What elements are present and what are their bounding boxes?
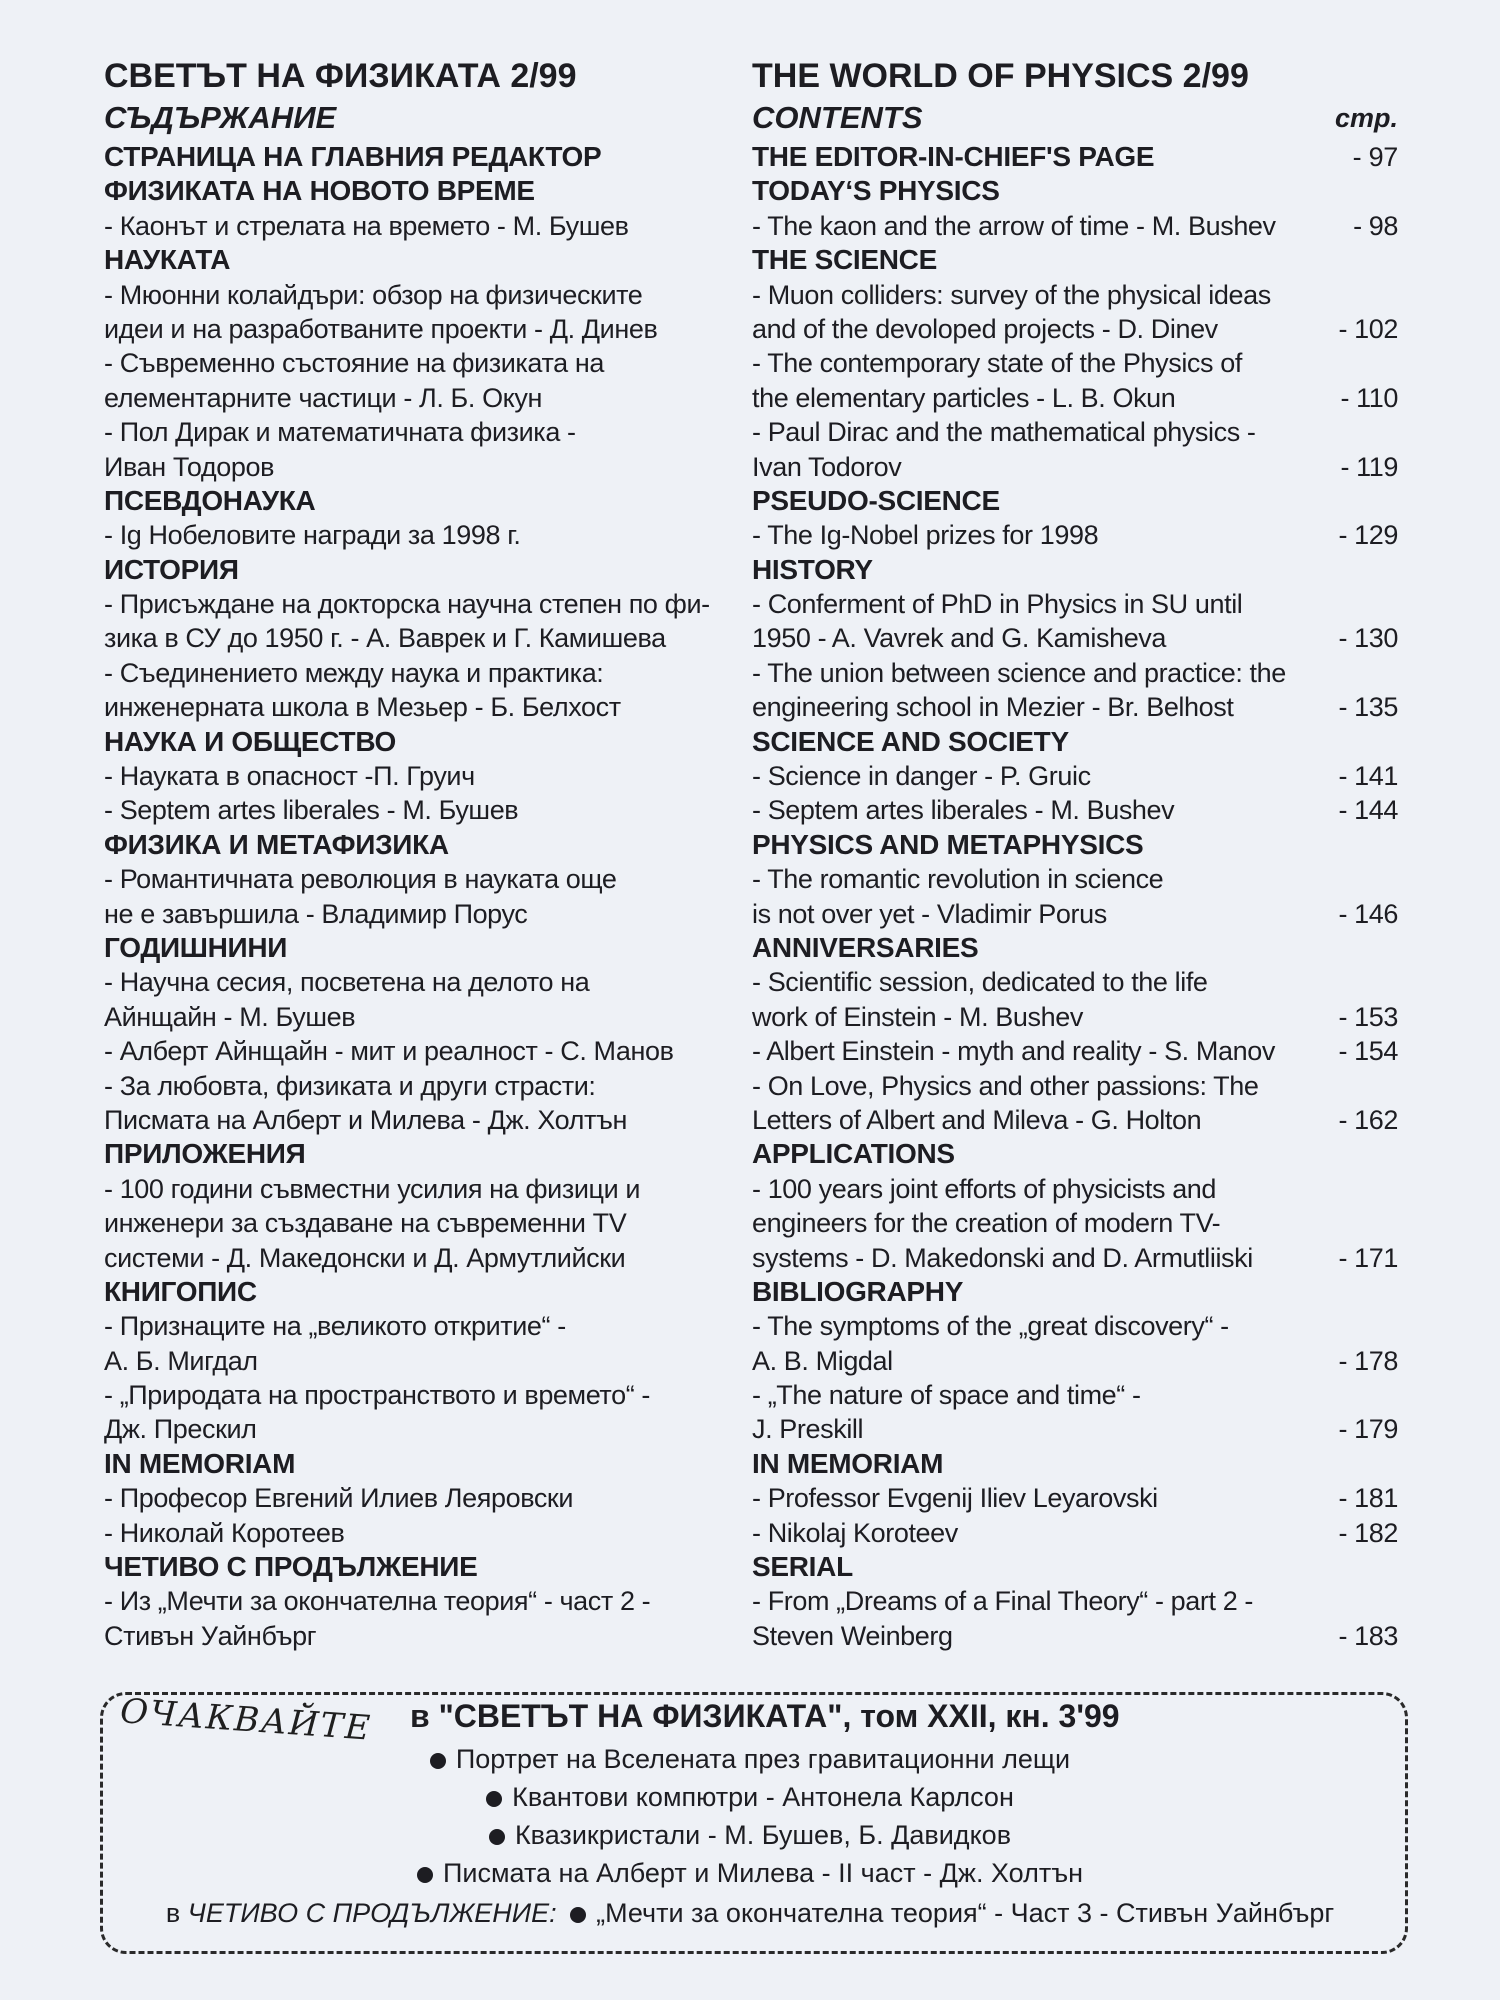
entry-text: А. Б. Мигдал	[104, 1345, 258, 1376]
bulgarian-contents-heading: СЪДЪРЖАНИЕ	[104, 100, 337, 135]
entry-text: - On Love, Physics and other passions: The	[752, 1070, 1259, 1101]
section-heading	[752, 174, 1402, 208]
contents-entry-line	[752, 518, 1402, 552]
entry-text: инженери за създаване на съвременни TV	[104, 1208, 627, 1239]
contents-entry-line	[104, 209, 724, 243]
entry-text: - 100 години съвместни усилия на физици и	[104, 1173, 641, 1204]
entry-text: - „Природата на пространството и времето“ -	[104, 1380, 650, 1411]
entry-text: - Из „Мечти за окончателна теория“ - част 2 -	[104, 1586, 651, 1617]
contents-entry-line	[104, 450, 724, 484]
contents-entry-line	[752, 1172, 1402, 1206]
contents-entry-line	[104, 1481, 724, 1515]
contents-entry-line	[104, 621, 724, 655]
section-heading	[752, 484, 1402, 518]
entry-text: IN MEMORIAM	[752, 1447, 944, 1479]
contents-entry-line	[104, 312, 724, 346]
entry-text: IN MEMORIAM	[104, 1447, 296, 1479]
entry-text: engineers for the creation of modern TV-	[752, 1208, 1221, 1239]
entry-text: - Пол Дирак и математичната физика -	[104, 417, 576, 448]
entry-text: A. B. Migdal	[752, 1345, 893, 1376]
page-number: - 154	[1338, 1036, 1398, 1067]
entry-text: - Septem artes liberales - M. Bushev	[752, 795, 1175, 826]
entry-text: не е завършила - Владимир Порус	[104, 898, 528, 929]
entry-text: ЧЕТИВО С ПРОДЪЛЖЕНИЕ	[104, 1551, 478, 1583]
contents-entry-line	[104, 1344, 724, 1378]
entry-text: ПСЕВДОНАУКА	[104, 484, 316, 516]
section-heading	[104, 828, 724, 862]
entry-text: work of Einstein - M. Bushev	[752, 1001, 1083, 1032]
page-number: - 182	[1338, 1517, 1398, 1548]
contents-entry-line	[104, 1241, 724, 1275]
contents-entry-line	[752, 1034, 1402, 1068]
section-heading	[104, 1550, 724, 1584]
entry-text: инженерната школа в Мезьер - Б. Белхост	[104, 692, 621, 723]
entry-text: Дж. Прескил	[104, 1414, 257, 1445]
entry-text: Писмата на Алберт и Милева - Дж. Холтън	[104, 1104, 627, 1135]
entry-text: - From „Dreams of a Final Theory“ - part 2 -	[752, 1586, 1254, 1617]
contents-entry-line	[104, 1619, 724, 1653]
section-heading	[104, 484, 724, 518]
english-contents-column	[752, 48, 1402, 1653]
entry-text: - The symptoms of the „great discovery“ -	[752, 1311, 1229, 1342]
page-number: - 135	[1338, 692, 1398, 723]
entry-text: ANNIVERSARIES	[752, 931, 979, 963]
contents-entry-line	[752, 690, 1402, 724]
announcement-item: Квазикристали - М. Бушев, Б. Давидков	[0, 1820, 1500, 1851]
section-heading	[752, 931, 1402, 965]
entry-text: is not over yet - Vladimir Porus	[752, 898, 1107, 929]
page-number: - 97	[1352, 142, 1398, 172]
entry-text: СТРАНИЦА НА ГЛАВНИЯ РЕДАКТОР	[104, 141, 602, 172]
entry-text: PSEUDO-SCIENCE	[752, 484, 1000, 516]
entry-text: and of the devoloped projects - D. Dinev	[752, 313, 1218, 344]
announcement-title: в "СВЕТЪТ НА ФИЗИКАТА", том XXII, кн. 3'99	[410, 1698, 1120, 1734]
contents-entry-line	[104, 346, 724, 380]
page-number: - 98	[1353, 210, 1398, 241]
contents-entry-line	[104, 690, 724, 724]
entry-text: - Романтичната революция в науката още	[104, 864, 617, 895]
entry-text: - The romantic revolution in science	[752, 864, 1164, 895]
entry-text: - Мюонни колайдъри: обзор на физическите	[104, 279, 643, 310]
contents-entry-line	[104, 897, 724, 931]
page-number: - 146	[1338, 898, 1398, 929]
contents-entry-line	[752, 346, 1402, 380]
page-number: - 110	[1340, 382, 1398, 413]
entry-text: - За любовта, физиката и други страсти:	[104, 1070, 596, 1101]
contents-entry-line	[752, 1103, 1402, 1137]
page-number: - 102	[1338, 313, 1398, 344]
english-contents-heading	[752, 96, 1402, 140]
contents-entry-line	[104, 1378, 724, 1412]
entry-text: - Ig Нобеловите награди за 1998 г.	[104, 520, 521, 551]
entry-text: зика в СУ до 1950 г. - А. Ваврек и Г. Камишева	[104, 623, 666, 654]
entry-text: ФИЗИКА И МЕТАФИЗИКА	[104, 828, 449, 860]
contents-entry-line	[104, 587, 724, 621]
contents-entry-line	[752, 1309, 1402, 1343]
contents-entry-line	[752, 862, 1402, 896]
entry-text: Steven Weinberg	[752, 1620, 953, 1651]
entry-text: - The union between science and practice: the	[752, 657, 1286, 688]
entry-text: - The contemporary state of the Physics of	[752, 348, 1242, 379]
contents-entry-line	[752, 965, 1402, 999]
contents-entry-line	[104, 518, 724, 552]
bulgarian-journal-title: СВЕТЪТ НА ФИЗИКАТА 2/99	[104, 57, 577, 95]
entry-text: SCIENCE AND SOCIETY	[752, 725, 1069, 757]
entry-text: APPLICATIONS	[752, 1138, 955, 1170]
section-heading	[104, 174, 724, 208]
entry-text: - Science in danger - P. Gruic	[752, 761, 1091, 792]
entry-text: THE SCIENCE	[752, 244, 937, 276]
entry-text: - Научна сесия, посветена на делото на	[104, 967, 590, 998]
entry-text: - Muon colliders: survey of the physical ideas	[752, 279, 1271, 310]
contents-entry-line	[752, 1516, 1402, 1550]
contents-entry-line	[752, 1378, 1402, 1412]
entry-text: - Каонът и стрелата на времето - М. Бушев	[104, 210, 629, 241]
entry-text: - Признаците на „великото откритие“ -	[104, 1311, 566, 1342]
entry-text: - Conferment of PhD in Physics in SU until	[752, 589, 1243, 620]
contents-entry-line	[104, 656, 724, 690]
entry-text: - Николай Коротеев	[104, 1517, 345, 1548]
serial-prefix-word: в	[165, 1898, 181, 1928]
page-number: - 183	[1338, 1620, 1398, 1651]
entry-text: the elementary particles - L. B. Okun	[752, 382, 1176, 413]
contents-entry-line	[104, 1206, 724, 1240]
handwritten-expect-label: ОЧАКВАЙТЕ	[118, 1691, 374, 1749]
page-number: - 153	[1338, 1001, 1398, 1032]
section-heading	[104, 140, 724, 174]
contents-entry-line	[104, 793, 724, 827]
entry-text: ПРИЛОЖЕНИЯ	[104, 1138, 306, 1170]
section-heading	[752, 1550, 1402, 1584]
entry-text: - Nikolaj Koroteev	[752, 1517, 958, 1548]
entry-text: THE EDITOR-IN-CHIEF'S PAGE	[752, 141, 1155, 172]
entry-text: - Septem artes liberales - М. Бушев	[104, 795, 519, 826]
page-number: - 162	[1338, 1104, 1398, 1135]
page-number: - 179	[1338, 1414, 1398, 1445]
section-heading	[752, 1447, 1402, 1481]
contents-entry-line	[752, 1619, 1402, 1653]
entry-text: - Професор Евгений Илиев Лeяровски	[104, 1483, 574, 1514]
contents-entry-line	[752, 759, 1402, 793]
contents-entry-line	[752, 1344, 1402, 1378]
entry-text: - Присъждане на докторска научна степен по фи-	[104, 589, 710, 620]
entry-text: Айнщайн - М. Бушев	[104, 1001, 356, 1032]
entry-text: ФИЗИКАТА НА НОВОТО ВРЕМЕ	[104, 175, 535, 207]
entry-text: - Алберт Айнщайн - мит и реалност - С. Манов	[104, 1036, 674, 1067]
page-number: - 141	[1338, 761, 1398, 792]
entry-text: PHYSICS AND METAPHYSICS	[752, 828, 1144, 860]
contents-entry-line	[752, 1481, 1402, 1515]
section-heading	[104, 553, 724, 587]
entry-text: SERIAL	[752, 1551, 853, 1583]
entry-text: J. Preskill	[752, 1414, 864, 1445]
entry-text: HISTORY	[752, 553, 873, 585]
entry-text: системи - Д. Македонски и Д. Армутлийски	[104, 1242, 626, 1273]
entry-text: ИСТОРИЯ	[104, 553, 239, 585]
contents-entry-line	[752, 1000, 1402, 1034]
page-number: - 130	[1338, 623, 1398, 654]
entry-text: 1950 - A. Vavrek and G. Kamisheva	[752, 623, 1167, 654]
announcement-item: Писмата на Алберт и Милева - II част - Дж. Холтън	[0, 1858, 1500, 1889]
entry-text: КНИГОПИС	[104, 1275, 257, 1307]
bullet-icon	[417, 1867, 433, 1883]
contents-entry-line	[752, 656, 1402, 690]
contents-entry-line	[752, 415, 1402, 449]
entry-text: Стивън Уайнбърг	[104, 1620, 317, 1651]
page-number: - 181	[1338, 1483, 1398, 1514]
bullet-icon	[486, 1791, 502, 1807]
announcement-item: Квантови компютри - Антонела Карлсон	[0, 1782, 1500, 1813]
entry-text: - „The nature of space and time“ -	[752, 1380, 1141, 1411]
entry-text: systems - D. Makedonski and D. Armutliiski	[752, 1242, 1253, 1273]
section-heading	[752, 1137, 1402, 1171]
bullet-icon	[430, 1753, 446, 1769]
entry-text: НАУКАТА	[104, 244, 231, 276]
section-heading	[752, 140, 1402, 174]
contents-entry-line	[752, 209, 1402, 243]
entry-text: - Съвременно състояние на физиката на	[104, 348, 604, 379]
section-heading	[104, 1447, 724, 1481]
section-heading	[752, 1275, 1402, 1309]
contents-entry-line	[104, 1172, 724, 1206]
section-heading	[104, 1275, 724, 1309]
entry-text: ГОДИШНИНИ	[104, 931, 288, 963]
contents-entry-line	[752, 450, 1402, 484]
page-number: - 171	[1338, 1242, 1398, 1273]
entry-text: Ivan Todorov	[752, 451, 902, 482]
contents-entry-line	[104, 965, 724, 999]
section-heading	[104, 1137, 724, 1171]
section-heading	[752, 828, 1402, 862]
contents-entry-line	[752, 1069, 1402, 1103]
entry-text: engineering school in Mezier - Br. Belhost	[752, 692, 1234, 723]
contents-entry-line	[752, 278, 1402, 312]
entry-text: НАУКА И ОБЩЕСТВО	[104, 725, 397, 757]
entry-text: елементарните частици - Л. Б. Окун	[104, 382, 542, 413]
entry-text: - Науката в опасност -П. Груич	[104, 761, 475, 792]
contents-entry-line	[104, 1069, 724, 1103]
contents-entry-line	[104, 1000, 724, 1034]
announcement-serial	[0, 1898, 1500, 1929]
section-heading	[104, 725, 724, 759]
contents-entry-line	[104, 1584, 724, 1618]
entry-text: - Scientific session, dedicated to the life	[752, 967, 1208, 998]
contents-entry-line	[104, 1309, 724, 1343]
bullet-icon	[570, 1907, 586, 1923]
contents-entry-line	[752, 381, 1402, 415]
entry-text: - Albert Einstein - myth and reality - S. Manov	[752, 1036, 1275, 1067]
english-contents-label: CONTENTS	[752, 100, 923, 135]
section-heading	[752, 553, 1402, 587]
contents-entry-line	[752, 312, 1402, 346]
serial-text: „Мечти за окончателна теория“ - Част 3 - Стивън Уайнбърг	[596, 1898, 1335, 1928]
contents-entry-line	[752, 1241, 1402, 1275]
section-heading	[752, 243, 1402, 277]
contents-entry-line	[104, 759, 724, 793]
page-number: - 144	[1338, 795, 1398, 826]
page-number: - 129	[1338, 520, 1398, 551]
page-column-header: стр.	[1334, 103, 1398, 133]
contents-entry-line	[104, 415, 724, 449]
entry-text: - 100 years joint efforts of physicists and	[752, 1173, 1217, 1204]
contents-entry-line	[104, 1034, 724, 1068]
contents-entry-line	[104, 1412, 724, 1446]
entry-text: идеи и на разработваните проекти - Д. Динев	[104, 313, 658, 344]
contents-entry-line	[752, 1412, 1402, 1446]
english-journal-title: THE WORLD OF PHYSICS 2/99	[752, 57, 1249, 95]
contents-entry-line	[752, 621, 1402, 655]
entry-text: BIBLIOGRAPHY	[752, 1275, 964, 1307]
entry-text: - Paul Dirac and the mathematical physics -	[752, 417, 1256, 448]
section-heading	[104, 931, 724, 965]
page-number: - 178	[1338, 1345, 1398, 1376]
contents-entry-line	[752, 897, 1402, 931]
contents-entry-line	[104, 862, 724, 896]
serial-prefix: ЧЕТИВО С ПРОДЪЛЖЕНИЕ:	[187, 1898, 557, 1928]
contents-entry-line	[104, 1103, 724, 1137]
entry-text: - Съединението между наука и практика:	[104, 657, 604, 688]
contents-entry-line	[752, 1206, 1402, 1240]
bullet-icon	[489, 1829, 505, 1845]
section-heading	[752, 725, 1402, 759]
page-number: - 119	[1340, 451, 1398, 482]
bulgarian-contents-column	[104, 48, 724, 1653]
entry-text: TODAY‘S PHYSICS	[752, 175, 1000, 207]
contents-entry-line	[104, 381, 724, 415]
contents-entry-line	[752, 587, 1402, 621]
contents-entry-line	[104, 1516, 724, 1550]
entry-text: Letters of Albert and Mileva - G. Holton	[752, 1104, 1202, 1135]
entry-text: - The Ig-Nobel prizes for 1998	[752, 520, 1099, 551]
contents-entry-line	[752, 1584, 1402, 1618]
entry-text: Иван Тодоров	[104, 451, 275, 482]
announcement-item: Портрет на Вселената през гравитационни лещи	[0, 1744, 1500, 1775]
entry-text: - The kaon and the arrow of time - M. Bushev	[752, 210, 1276, 241]
entry-text: - Professor Evgenij Iliev Leyarovski	[752, 1483, 1158, 1514]
contents-entry-line	[104, 278, 724, 312]
section-heading	[104, 243, 724, 277]
contents-entry-line	[752, 793, 1402, 827]
